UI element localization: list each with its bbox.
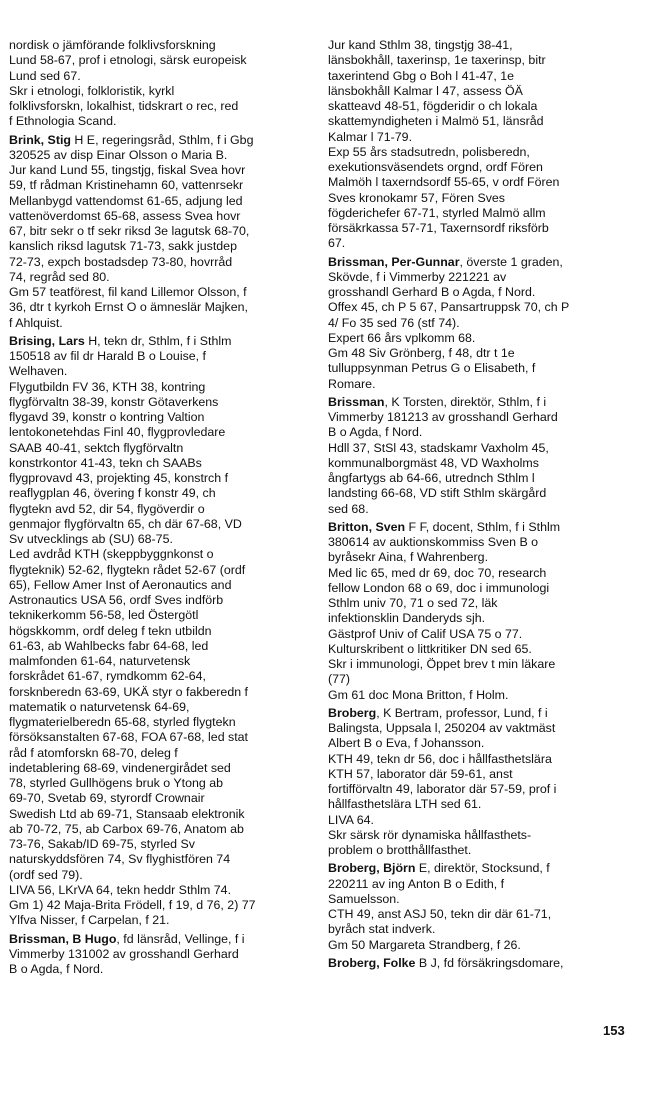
text-line: flygteknik) 52-62, flygtekn rådet 52-67 (ordf [9,562,246,577]
biography-entry [328,395,632,517]
text-line: Jur kand Sthlm 38, tingstjg 38-41, [328,38,513,52]
text-line: konstrkontor 41-43, tekn ch SAABs [9,455,202,470]
text-line: f Ahlquist. [9,315,63,330]
text-line: Skövde, f i Vimmerby 221221 av [328,269,507,284]
text-line [9,932,313,947]
text-line: Gm 61 doc Mona Britton, f Holm. [328,687,509,702]
biography-entry [328,956,632,971]
text-line: f Ethnologia Scand. [9,114,117,129]
text-line: SAAB 40-41, sektch flygförvaltn [9,440,184,455]
text-line: flygavd 39, konstr o kontring Valtion [9,410,205,424]
text-line: Gästprof Univ of Calif USA 75 o 77. [328,626,523,641]
text-line: LIVA 56, LKrVA 64, tekn heddr Sthlm 74. [9,882,232,897]
biography-entry [9,334,313,929]
entry-name: Brink, Stig [9,132,71,147]
text-line: 150518 av fil dr Harald B o Louise, f [9,349,206,363]
entry-name: Brising, Lars [9,333,85,348]
text-line: Hdll 37, StSl 43, stadskamr Vaxholm 45, [328,440,549,455]
entry-text: , fd länsråd, Vellinge, f i [116,931,245,946]
text-line: Romare. [328,376,376,391]
text-line: 65), Fellow Amer Inst of Aeronautics and [9,577,232,592]
right-column [328,38,632,971]
text-line [328,395,632,410]
text-line: råd f atomforskn 68-70, deleg f [9,745,178,760]
text-line: (ordf sed 79). [9,867,83,882]
text-line: Sv utvecklings ab (SU) 68-75. [9,532,173,546]
text-line: B o Agda, f Nord. [328,425,423,440]
text-line: fellow London 68 o 69, doc i immunologi [328,580,550,595]
page-number: 153 [603,1023,625,1038]
text-line: ångfartygs ab 64-66, utrednch Sthlm l [328,471,535,485]
entry-name: Broberg, Björn [328,861,416,876]
text-line: matematik o naturvetensk 64-69, [9,699,190,714]
text-line: flygtekn avd 52, dir 54, flygöverdir o [9,501,205,516]
text-line: Vimmerby 131002 av grosshandl Gerhard [9,946,239,961]
entry-name: Britton, Sven [328,519,406,534]
text-line: 72-73, expch bostadsdep 73-80, hovrråd [9,254,233,269]
text-line: Gm 50 Margareta Strandberg, f 26. [328,937,521,952]
text-line: grosshandl Gerhard B o Agda, f Nord. [328,285,536,299]
text-line: flygmaterielberedn 65-68, styrled flygtekn [9,715,236,729]
text-line: Gm 57 teatförest, fil kand Lillemor Olsson, f [9,285,247,299]
text-line: Expert 66 års vplkomm 68. [328,330,476,345]
entry-text: H E, regeringsråd, Sthlm, f i Gbg [70,132,254,147]
text-line: byråch stat indverk. [328,922,436,937]
text-line: 67. [328,236,346,251]
text-line: Kulturskribent o littkritiker DN sed 65. [328,641,532,656]
entry-name: Brissman, B Hugo [9,931,117,946]
text-line: 380614 av auktionskommiss Sven B o [328,535,539,549]
biography-entry [328,255,632,392]
entry-text: E, direktör, Stocksund, f [415,861,550,876]
entry-continuation [328,38,632,252]
entry-text: , överste 1 graden, [459,254,563,269]
entry-name: Broberg [328,705,377,720]
text-line: Gm 48 Siv Grönberg, f 48, dtr t 1e [328,346,515,360]
text-line: Albert B o Eva, f Johansson. [328,736,485,751]
text-line: Astronautics USA 56, ordf Sves indförb [9,593,224,607]
text-line: KTH 49, tekn dr 56, doc i hållfasthetslära [328,751,552,766]
text-line: vattenöverdomst 65-68, assess Svea hovr [9,208,241,223]
text-line [328,861,632,876]
text-line: byråsekr Aina, f Wahrenberg. [328,550,489,565]
entry-text: B J, fd försäkringsdomare, [415,955,564,970]
text-line: 67, bitr sekr o tf sekr riksd 3e lagutsk 68-70, [9,224,250,238]
text-line: teknikerkomm 56-58, led Östergötl [9,608,199,623]
text-line [328,956,632,971]
text-line: Skr särsk rör dynamiska hållfasthets- [328,827,532,842]
text-line [9,133,313,148]
text-line: Med lic 65, med dr 69, doc 70, research [328,565,547,580]
text-line: lentokonetehdas Finl 40, flygprovledare [9,425,226,440]
text-line: försäkrkassa 57-71, Taxernsordf riksförb [328,221,549,235]
text-line: Sves kronokamr 57, Fören Sves [328,190,505,205]
text-line: sed 68. [328,501,369,516]
text-line: Lund sed 67. [9,68,81,83]
text-line: landsting 66-68, VD stift Sthlm skärgård [328,486,547,501]
text-line: Malmöh l taxerndsordf 55-65, v ordf Fören [328,175,560,190]
text-line: Swedish Ltd ab 69-71, Stansaab elektronik [9,806,245,821]
text-line: flygprovavd 43, projekting 45, konstrch f [9,471,229,485]
text-line: högskkomm, ordf deleg f tekn utbildn [9,623,212,638]
text-line: Lund 58-67, prof i etnologi, särsk europeisk [9,53,247,68]
text-line: 74, regråd sed 80. [9,269,110,284]
text-line: Kalmar l 71-79. [328,129,413,144]
text-line [328,255,632,270]
text-line: 59, tf rådman Kristinehamn 60, vattenrsekr [9,178,244,193]
biography-entry [9,932,313,978]
text-line: taxerintend Gbg o Boh l 41-47, 1e [328,68,514,83]
text-line: fögderichefer 67-71, styrled Malmö allm [328,205,546,220]
text-line: fortifförvaltn 49, laborator där 57-59, prof i [328,782,557,796]
text-line: forskrådet 61-67, rymdkomm 62-64, [9,669,206,684]
text-line: Balingsta, Uppsala l, 250204 av vaktmäst [328,721,556,735]
text-line: 320525 av disp Einar Olsson o Maria B. [9,147,228,162]
text-line: tulluppsynman Petrus G o Elisabeth, f [328,361,536,376]
left-column [9,38,313,977]
text-line: Offex 45, ch P 5 67, Pansartruppsk 70, ch P [328,300,570,315]
text-line: infektionsklin Danderyds sjh. [328,611,486,626]
text-line: 78, styrled Gullhögens bruk o Ytong ab [9,776,223,790]
biography-entry [9,133,313,331]
text-line: KTH 57, laborator där 59-61, anst [328,766,513,781]
text-line: 69-70, Svetab 69, styrordf Crownair [9,791,205,806]
entry-name: Brissman [328,394,385,409]
text-line: indetablering 68-69, vindenergirådet sed [9,760,231,775]
biography-entry [328,520,632,703]
text-line: Welhaven. [9,364,68,379]
text-line: 4/ Fo 35 sed 76 (stf 74). [328,315,460,330]
text-line: folklivsforskn, lokalhist, tidskrart o rec, red [9,99,239,113]
entry-text: , K Torsten, direktör, Sthlm, f i [384,394,547,409]
entry-name: Broberg, Folke [328,955,416,970]
text-line: malmfonden 61-64, naturvetensk [9,654,191,668]
text-line: länsbokhåll Kalmar l 47, assess ÖÄ [328,83,523,98]
text-line: kanslich riksd lagutsk 71-73, sakk justdep [9,239,237,254]
text-line: Sthlm univ 70, 71 o sed 72, läk [328,596,498,610]
text-line: flygförvaltn 38-39, konstr Götaverkens [9,394,219,409]
text-line: Skr i etnologi, folkloristik, kyrkl [9,83,175,98]
text-line: nordisk o jämförande folklivsforskning [9,38,216,52]
text-line: exekutionsväsendets orgnd, ordf Fören [328,160,543,174]
text-line: Mellanbygd vattendomst 61-65, adjung led [9,193,243,208]
text-line: 36, dtr t kyrkoh Ernst O o ämneslär Majken, [9,300,248,315]
text-line: Exp 55 års stadsutredn, polisberedn, [328,144,530,159]
text-line: försöksanstalten 67-68, FOA 67-68, led stat [9,730,248,745]
text-line: kommunalborgmäst 48, VD Waxholms [328,455,539,470]
text-line [328,520,632,535]
text-line: länsbokhåll, taxerinsp, 1e taxerinsp, bitr [328,53,546,68]
text-line: naturskyddsfören 74, Sv flyghistfören 74 [9,852,231,867]
text-line: Samuelsson. [328,891,400,906]
entry-text: , K Bertram, professor, Lund, f i [376,705,548,720]
text-line: hållfasthetslära LTH sed 61. [328,797,482,812]
text-line: problem o brotthållfasthet. [328,843,472,857]
entry-text: F F, docent, Sthlm, f i Sthlm [405,519,561,534]
text-line [328,706,632,721]
text-line: genmajor flygförvaltn 65, ch där 67-68, VD [9,516,242,531]
text-line: Jur kand Lund 55, tingstjg, fiskal Svea hovr [9,163,246,177]
biography-entry [328,861,632,953]
text-line: forsknberedn 63-69, UKÄ styr o fakberedn f [9,684,248,699]
text-line: ab 70-72, 75, ab Carbox 69-76, Anatom ab [9,821,244,836]
entry-name: Brissman, Per-Gunnar [328,254,460,269]
text-line: B o Agda, f Nord. [9,962,104,976]
text-line: skatteavd 48-51, fögderidir o ch lokala [328,99,538,113]
biography-entry [328,706,632,859]
text-line [9,334,313,349]
text-line: CTH 49, anst ASJ 50, tekn dir där 61-71, [328,907,552,921]
text-line: 61-63, ab Wahlbecks fabr 64-68, led [9,638,209,653]
text-line: Flygutbildn FV 36, KTH 38, kontring [9,379,206,394]
text-line: Led avdråd KTH (skeppbyggnkonst o [9,547,214,562]
text-line: 73-76, Sakab/ID 69-75, styrled Sv [9,837,195,851]
entry-continuation [9,38,313,130]
text-line: (77) [328,672,351,687]
text-line: LIVA 64. [328,812,374,827]
text-line: reaflygplan 46, övering f konstr 49, ch [9,486,216,501]
text-line: Skr i immunologi, Öppet brev t min läkare [328,657,556,671]
text-line: Ylfva Nisser, f Carpelan, f 21. [9,913,170,928]
text-line: skattemyndigheten i Malmö 51, länsråd [328,114,544,129]
entry-text: H, tekn dr, Sthlm, f i Sthlm [84,333,232,348]
text-line: Vimmerby 181213 av grosshandl Gerhard [328,410,558,424]
text-line: 220211 av ing Anton B o Edith, f [328,876,505,891]
text-line: Gm 1) 42 Maja-Brita Frödell, f 19, d 76, 2) 77 [9,898,256,912]
